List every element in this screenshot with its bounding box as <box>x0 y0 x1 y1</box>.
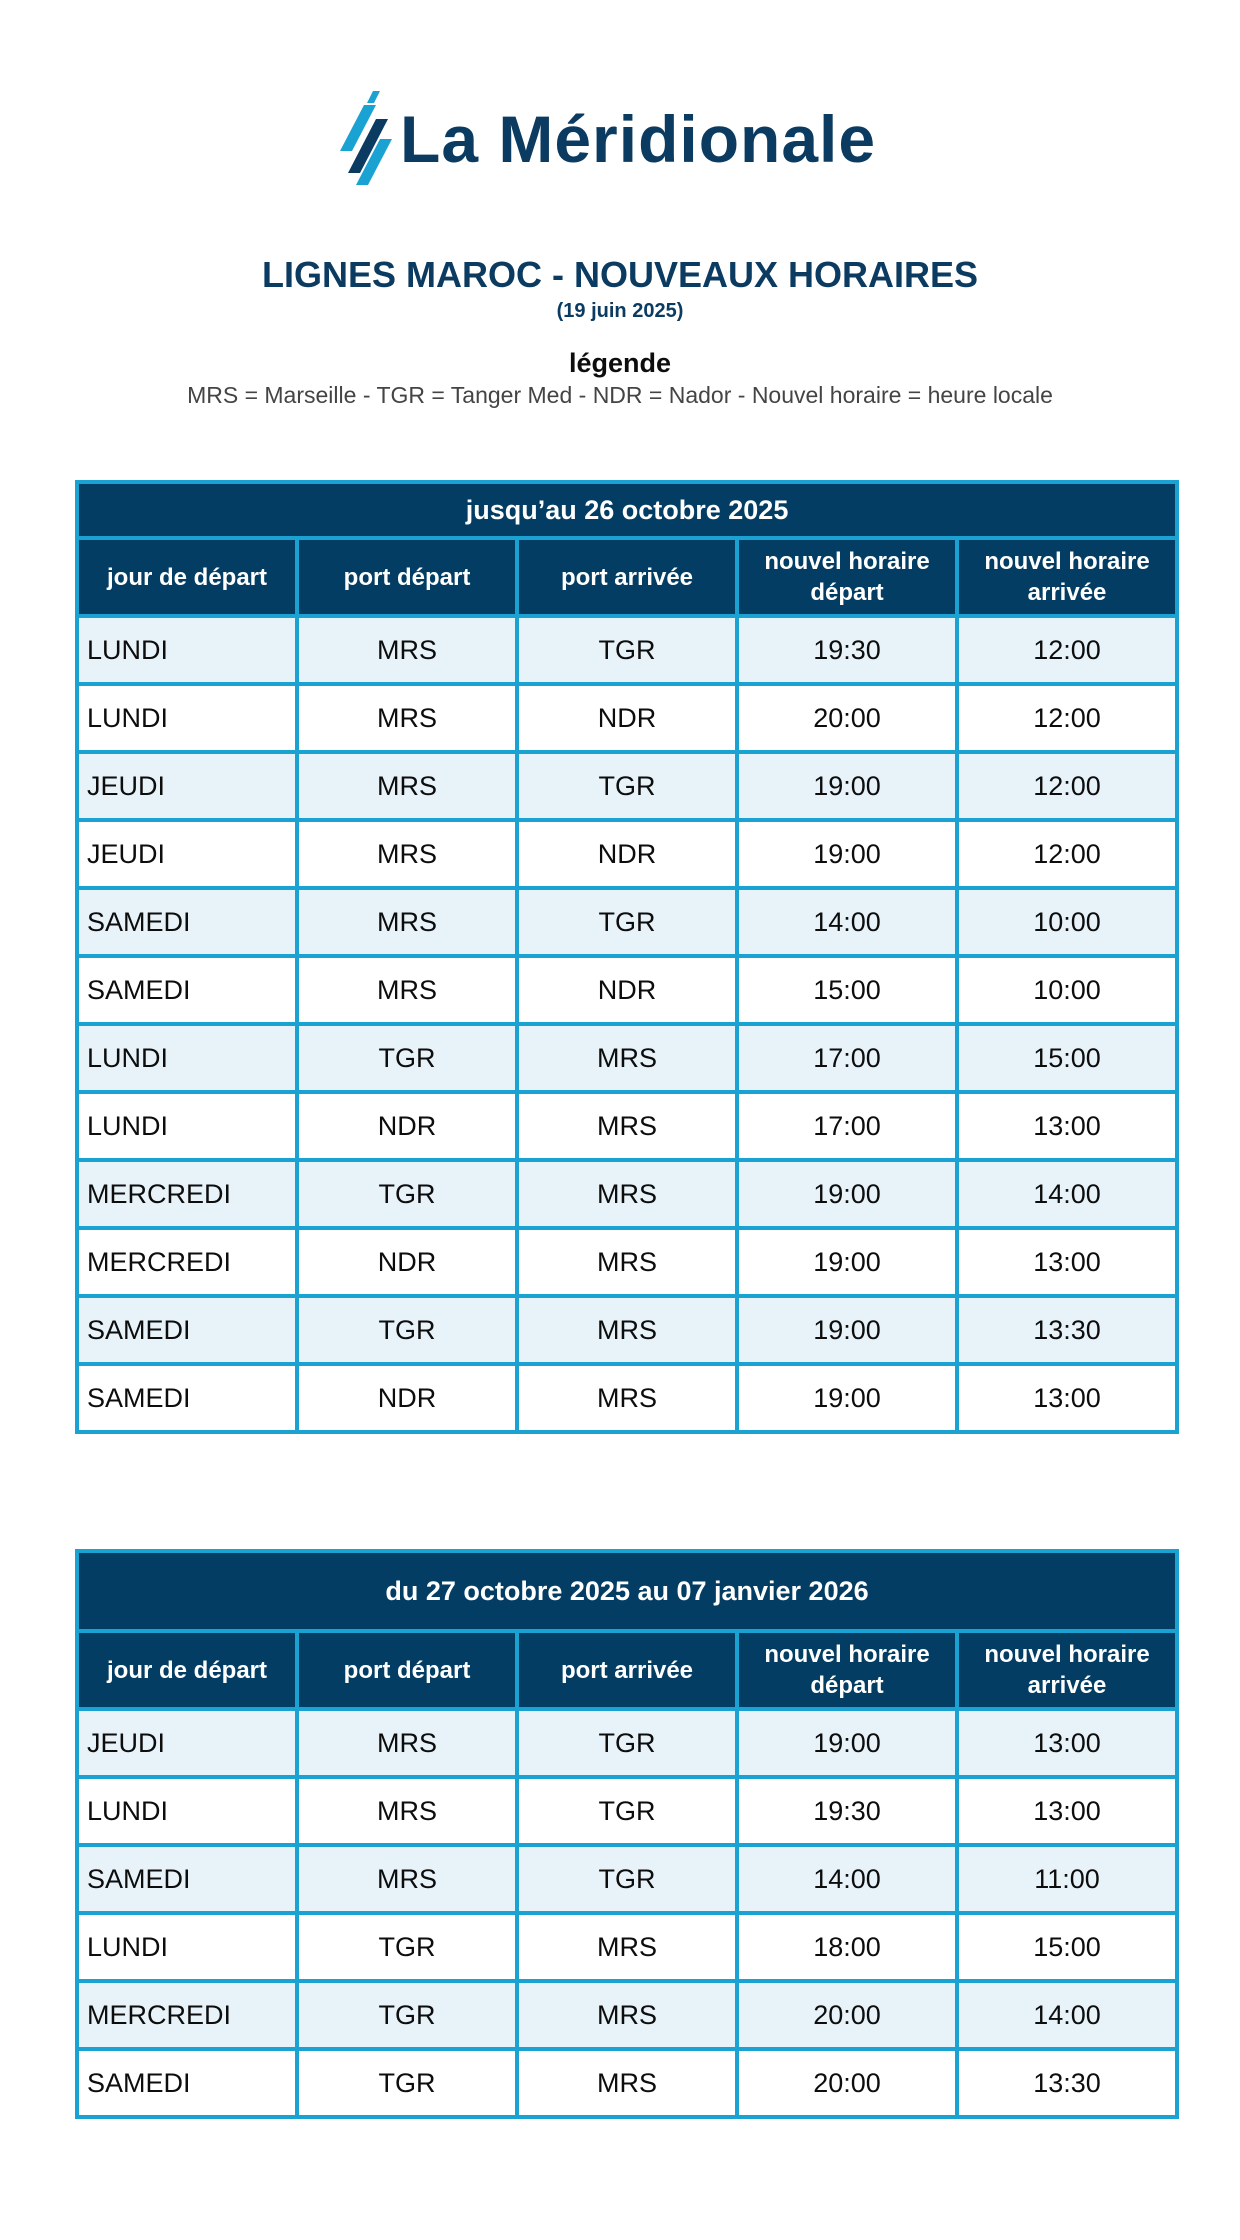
cell-departure-port: TGR <box>297 1024 517 1092</box>
cell-departure-port: MRS <box>297 1777 517 1845</box>
cell-day: SAMEDI <box>77 888 297 956</box>
cell-departure-port: MRS <box>297 752 517 820</box>
cell-departure-port: TGR <box>297 1160 517 1228</box>
cell-departure-time: 18:00 <box>737 1913 957 1981</box>
cell-arrival-time: 12:00 <box>957 820 1177 888</box>
cell-departure-port: TGR <box>297 1981 517 2049</box>
schedule-table-october-to-january <box>75 1549 1179 2119</box>
table-row <box>77 1160 1177 1228</box>
cell-arrival-port: MRS <box>517 1913 737 1981</box>
cell-day: LUNDI <box>77 616 297 684</box>
cell-departure-port: MRS <box>297 888 517 956</box>
cell-day: JEUDI <box>77 820 297 888</box>
cell-arrival-port: MRS <box>517 1160 737 1228</box>
column-header-arrival-port: port arrivée <box>517 538 737 616</box>
legend-text: MRS = Marseille - TGR = Tanger Med - NDR = Nador - Nouvel horaire = heure locale <box>187 382 1053 408</box>
cell-departure-time: 19:00 <box>737 752 957 820</box>
cell-day: SAMEDI <box>77 1845 297 1913</box>
cell-arrival-time: 13:00 <box>957 1709 1177 1777</box>
cell-departure-port: NDR <box>297 1364 517 1432</box>
cell-arrival-port: MRS <box>517 1024 737 1092</box>
cell-departure-port: NDR <box>297 1228 517 1296</box>
cell-arrival-time: 13:30 <box>957 1296 1177 1364</box>
table-row <box>77 1024 1177 1092</box>
cell-departure-time: 20:00 <box>737 684 957 752</box>
table-row <box>77 1913 1177 1981</box>
schedule-table-until-october <box>75 480 1179 1434</box>
table-row <box>77 1709 1177 1777</box>
cell-departure-time: 19:00 <box>737 1228 957 1296</box>
page-title: LIGNES MAROC - NOUVEAUX HORAIRES <box>261 254 979 295</box>
column-header-departure-port: port départ <box>297 538 517 616</box>
table-row <box>77 1845 1177 1913</box>
cell-arrival-time: 12:00 <box>957 752 1177 820</box>
cell-arrival-port: MRS <box>517 1228 737 1296</box>
legend-title: légende <box>568 348 672 378</box>
cell-departure-port: TGR <box>297 1296 517 1364</box>
cell-day: MERCREDI <box>77 1228 297 1296</box>
cell-arrival-time: 14:00 <box>957 1160 1177 1228</box>
column-header-departure-time: nouvel horaire départ <box>737 1631 957 1709</box>
cell-arrival-port: MRS <box>517 1296 737 1364</box>
cell-arrival-port: MRS <box>517 1092 737 1160</box>
cell-departure-time: 17:00 <box>737 1092 957 1160</box>
cell-departure-time: 17:00 <box>737 1024 957 1092</box>
table-period-header: jusqu’au 26 octobre 2025 <box>77 482 1177 538</box>
column-header-departure-time: nouvel horaire départ <box>737 538 957 616</box>
cell-departure-time: 19:00 <box>737 1296 957 1364</box>
cell-arrival-port: TGR <box>517 888 737 956</box>
cell-arrival-time: 10:00 <box>957 956 1177 1024</box>
column-header-arrival-time: nouvel horaire arrivée <box>957 1631 1177 1709</box>
table-row <box>77 1981 1177 2049</box>
table-row <box>77 1777 1177 1845</box>
cell-departure-port: MRS <box>297 820 517 888</box>
cell-arrival-port: NDR <box>517 956 737 1024</box>
cell-arrival-time: 13:00 <box>957 1777 1177 1845</box>
cell-arrival-time: 15:00 <box>957 1913 1177 1981</box>
cell-day: JEUDI <box>77 752 297 820</box>
cell-departure-port: MRS <box>297 1845 517 1913</box>
column-header-arrival-time: nouvel horaire arrivée <box>957 538 1177 616</box>
brand-logo <box>340 84 920 194</box>
table-row <box>77 616 1177 684</box>
cell-day: LUNDI <box>77 1024 297 1092</box>
cell-day: LUNDI <box>77 1913 297 1981</box>
cell-day: JEUDI <box>77 1709 297 1777</box>
table-row <box>77 956 1177 1024</box>
cell-arrival-time: 13:00 <box>957 1228 1177 1296</box>
cell-departure-port: MRS <box>297 684 517 752</box>
cell-day: SAMEDI <box>77 956 297 1024</box>
cell-departure-port: NDR <box>297 1092 517 1160</box>
table-row <box>77 1296 1177 1364</box>
table-row <box>77 2049 1177 2117</box>
cell-departure-port: MRS <box>297 616 517 684</box>
cell-departure-time: 19:00 <box>737 1364 957 1432</box>
cell-departure-time: 19:00 <box>737 1160 957 1228</box>
stripes-logo-icon <box>340 89 392 189</box>
cell-arrival-port: MRS <box>517 1981 737 2049</box>
cell-arrival-time: 13:00 <box>957 1092 1177 1160</box>
table-row <box>77 752 1177 820</box>
cell-departure-time: 19:00 <box>737 820 957 888</box>
cell-departure-time: 20:00 <box>737 1981 957 2049</box>
cell-arrival-port: NDR <box>517 684 737 752</box>
cell-arrival-port: MRS <box>517 2049 737 2117</box>
cell-day: LUNDI <box>77 1092 297 1160</box>
cell-arrival-port: TGR <box>517 616 737 684</box>
cell-arrival-port: TGR <box>517 1777 737 1845</box>
cell-departure-time: 19:30 <box>737 616 957 684</box>
cell-departure-port: MRS <box>297 1709 517 1777</box>
column-header-day: jour de départ <box>77 1631 297 1709</box>
table-row <box>77 684 1177 752</box>
cell-arrival-time: 12:00 <box>957 684 1177 752</box>
cell-departure-time: 20:00 <box>737 2049 957 2117</box>
table-period-header: du 27 octobre 2025 au 07 janvier 2026 <box>77 1551 1177 1631</box>
cell-arrival-time: 10:00 <box>957 888 1177 956</box>
cell-departure-time: 19:00 <box>737 1709 957 1777</box>
brand-name: La Méridionale <box>400 102 877 176</box>
cell-departure-time: 15:00 <box>737 956 957 1024</box>
cell-departure-port: TGR <box>297 2049 517 2117</box>
cell-arrival-port: MRS <box>517 1364 737 1432</box>
cell-day: LUNDI <box>77 684 297 752</box>
table-row <box>77 1092 1177 1160</box>
cell-arrival-time: 14:00 <box>957 1981 1177 2049</box>
cell-arrival-port: TGR <box>517 1845 737 1913</box>
column-header-arrival-port: port arrivée <box>517 1631 737 1709</box>
cell-arrival-time: 13:00 <box>957 1364 1177 1432</box>
cell-day: SAMEDI <box>77 1364 297 1432</box>
cell-departure-time: 19:30 <box>737 1777 957 1845</box>
column-header-departure-port: port départ <box>297 1631 517 1709</box>
cell-arrival-port: TGR <box>517 752 737 820</box>
cell-day: MERCREDI <box>77 1981 297 2049</box>
table-row <box>77 820 1177 888</box>
cell-arrival-time: 13:30 <box>957 2049 1177 2117</box>
cell-departure-port: MRS <box>297 956 517 1024</box>
cell-departure-port: TGR <box>297 1913 517 1981</box>
cell-day: MERCREDI <box>77 1160 297 1228</box>
cell-departure-time: 14:00 <box>737 1845 957 1913</box>
cell-arrival-port: NDR <box>517 820 737 888</box>
page-subtitle: (19 juin 2025) <box>556 300 684 322</box>
cell-day: SAMEDI <box>77 2049 297 2117</box>
cell-arrival-time: 11:00 <box>957 1845 1177 1913</box>
table-row <box>77 1364 1177 1432</box>
table-row <box>77 1228 1177 1296</box>
cell-arrival-port: TGR <box>517 1709 737 1777</box>
cell-arrival-time: 15:00 <box>957 1024 1177 1092</box>
cell-arrival-time: 12:00 <box>957 616 1177 684</box>
cell-day: SAMEDI <box>77 1296 297 1364</box>
cell-day: LUNDI <box>77 1777 297 1845</box>
column-header-day: jour de départ <box>77 538 297 616</box>
table-row <box>77 888 1177 956</box>
cell-departure-time: 14:00 <box>737 888 957 956</box>
